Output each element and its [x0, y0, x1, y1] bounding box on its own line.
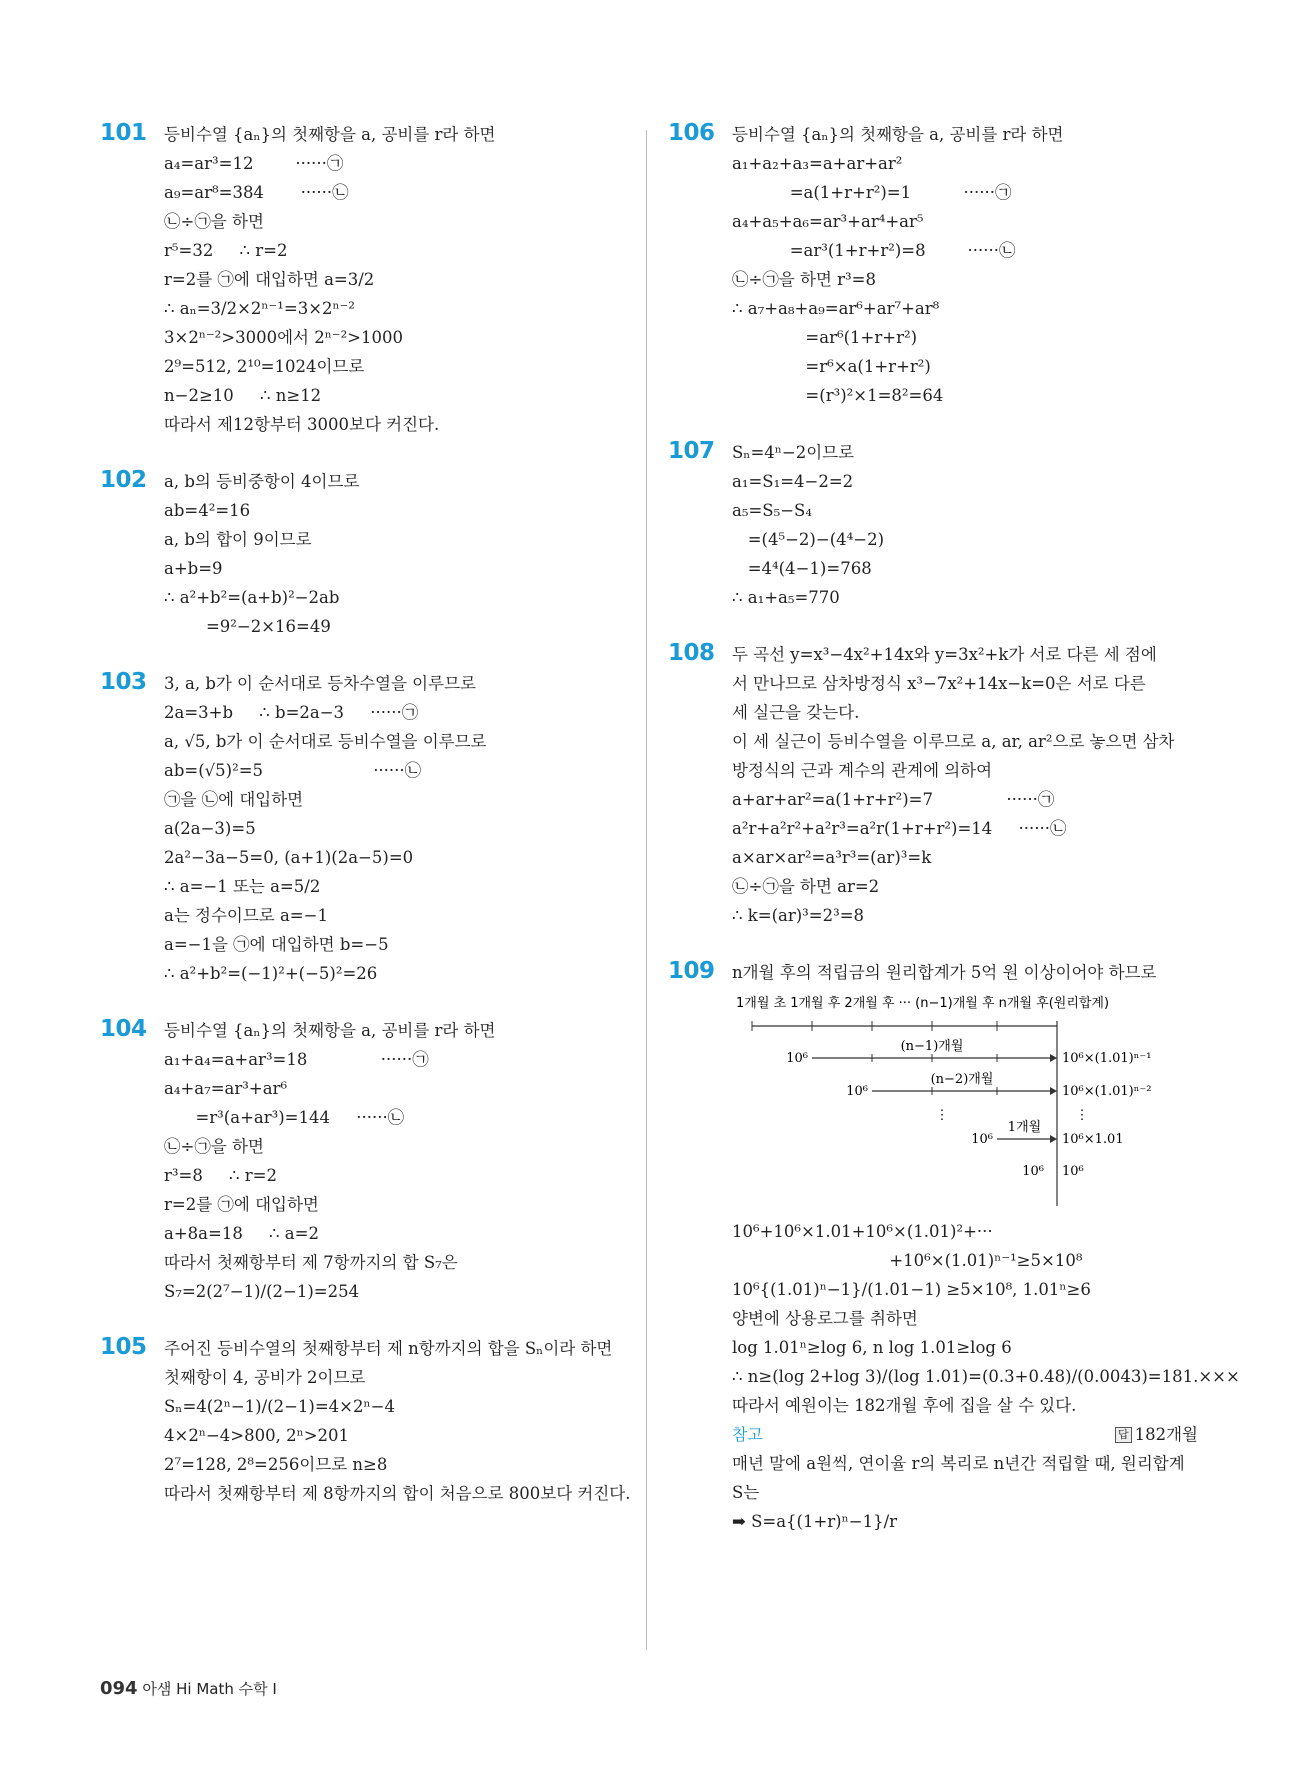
- solution-line: ∴ a=−1 또는 a=5/2: [164, 877, 321, 896]
- solution-line: a²r+a²r²+a²r³=a²r(1+r+r²)=14 ······㉡: [732, 819, 1067, 838]
- solution-line: ㉡÷㉠을 하면 r³=8: [732, 270, 876, 289]
- timeline-label: 10⁶: [786, 1051, 808, 1066]
- solution-line: a는 정수이므로 a=−1: [164, 906, 328, 925]
- solution-line: =(4⁵−2)−(4⁴−2): [732, 530, 885, 549]
- solution-line: 따라서 첫째항부터 제 7항까지의 합 S₇은: [164, 1253, 458, 1272]
- solution-line: 세 실근을 갖는다.: [732, 703, 860, 722]
- solution-line: ∴ a₇+a₈+a₉=ar⁶+ar⁷+ar⁸: [732, 299, 940, 318]
- problem-104: [100, 1016, 625, 1306]
- timeline-label: ⋮: [1075, 1108, 1089, 1123]
- problem-103: [100, 669, 625, 988]
- timeline-label: 10⁶: [1062, 1164, 1084, 1179]
- solution-line: 3×2ⁿ⁻²>3000에서 2ⁿ⁻²>1000: [164, 328, 403, 347]
- problem-number: 102: [100, 467, 147, 493]
- solution-line: S₇=2(2⁷−1)/(2−1)=254: [164, 1282, 360, 1301]
- solution-line: a, b의 합이 9이므로: [164, 530, 312, 549]
- solution-line: 3, a, b가 이 순서대로 등차수열을 이루므로: [164, 674, 476, 693]
- timeline-header: 1개월 초 1개월 후 2개월 후 ··· (n−1)개월 후 n개월 후(원리합계): [736, 996, 1110, 1011]
- problem-number: 107: [668, 438, 715, 464]
- solution-line: a₁+a₂+a₃=a+ar+ar²: [732, 154, 903, 173]
- timeline-svg: [732, 991, 1162, 1211]
- problem-number: 108: [668, 640, 715, 666]
- solution-line: ab=4²=16: [164, 501, 251, 520]
- solution-line: S는: [732, 1483, 760, 1502]
- solution-line: =ar⁶(1+r+r²): [732, 328, 918, 347]
- solution-line: a(2a−3)=5: [164, 819, 256, 838]
- problem-number: 103: [100, 669, 147, 695]
- timeline-label: 10⁶×(1.01)ⁿ⁻¹: [1062, 1051, 1152, 1066]
- problem-number: 106: [668, 120, 715, 146]
- timeline-label: (n−2)개월: [930, 1072, 994, 1087]
- solution-line: r⁵=32 ∴ r=2: [164, 241, 288, 260]
- solution-line: =4⁴(4−1)=768: [732, 559, 872, 578]
- solution-line: a₄+a₇=ar³+ar⁶: [164, 1079, 288, 1098]
- solution-line: =r³(a+ar³)=144 ······㉡: [164, 1108, 405, 1127]
- solution-line: a, b의 등비중항이 4이므로: [164, 472, 360, 491]
- solution-line: 등비수열 {aₙ}의 첫째항을 a, 공비를 r라 하면: [164, 1021, 496, 1040]
- timeline-label: 10⁶: [846, 1084, 868, 1099]
- note-title: 참고: [732, 1425, 763, 1444]
- solution-line: a₁=S₁=4−2=2: [732, 472, 854, 491]
- arrow-head: [1050, 1054, 1057, 1062]
- solution-line: 따라서 제12항부터 3000보다 커진다.: [164, 415, 440, 434]
- solution-line: 첫째항이 4, 공비가 2이므로: [164, 1368, 366, 1387]
- problem-109: [668, 958, 1240, 1536]
- solution-line: a+ar+ar²=a(1+r+r²)=7 ······㉠: [732, 790, 1055, 809]
- solution-line: ㉡÷㉠을 하면: [164, 212, 264, 231]
- solution-line: ➡ S=a{(1+r)ⁿ−1}/r: [732, 1512, 898, 1531]
- solution-line: ∴ k=(ar)³=2³=8: [732, 906, 865, 925]
- problem-number: 109: [668, 958, 715, 984]
- solution-line: a×ar×ar²=a³r³=(ar)³=k: [732, 848, 932, 867]
- solution-line: =9²−2×16=49: [164, 617, 331, 636]
- solution-line: 이 세 실근이 등비수열을 이루므로 a, ar, ar²으로 놓으면 삼차: [732, 732, 1175, 751]
- timeline-label: (n−1)개월: [900, 1039, 964, 1054]
- solution-line: ㉠을 ㉡에 대입하면: [164, 790, 304, 809]
- problem-108: [668, 640, 1198, 930]
- timeline-diagram: [732, 991, 1198, 1211]
- solution-line: r³=8 ∴ r=2: [164, 1166, 278, 1185]
- solution-line: a₉=ar⁸=384 ······㉡: [164, 183, 349, 202]
- solution-line: ∴ n≥(log 2+log 3)/(log 1.01)=(0.3+0.48)/(0.0043)=181.×××: [732, 1367, 1240, 1386]
- problem-106: [668, 120, 1198, 410]
- solution-line: 주어진 등비수열의 첫째항부터 제 n항까지의 합을 Sₙ이라 하면: [164, 1339, 613, 1358]
- solution-line: 10⁶{(1.01)ⁿ−1}/(1.01−1) ≥5×10⁸, 1.01ⁿ≥6: [732, 1280, 1091, 1299]
- solution-line: 2a=3+b ∴ b=2a−3 ······㉠: [164, 703, 419, 722]
- solution-line: a₁+a₄=a+ar³=18 ······㉠: [164, 1050, 429, 1069]
- solution-line: 따라서 첫째항부터 제 8항까지의 합이 처음으로 800보다 커진다.: [164, 1484, 631, 1503]
- solution-line: 양변에 상용로그를 취하면: [732, 1309, 918, 1328]
- solution-line: a+8a=18 ∴ a=2: [164, 1224, 319, 1243]
- solution-line: 따라서 예원이는 182개월 후에 집을 살 수 있다.: [732, 1396, 1077, 1415]
- solution-line: r=2를 ㉠에 대입하면: [164, 1195, 319, 1214]
- book-title: 아샘 Hi Math 수학 Ⅰ: [142, 1680, 277, 1698]
- page-number: 094: [100, 1678, 138, 1699]
- problem-number: 105: [100, 1334, 147, 1360]
- solution-line: ㉡÷㉠을 하면 ar=2: [732, 877, 880, 896]
- solution-line: a₄=ar³=12 ······㉠: [164, 154, 344, 173]
- solution-line: a₄+a₅+a₆=ar³+ar⁴+ar⁵: [732, 212, 924, 231]
- solution-line: a, √5, b가 이 순서대로 등비수열을 이루므로: [164, 732, 487, 751]
- solution-line: 등비수열 {aₙ}의 첫째항을 a, 공비를 r라 하면: [732, 125, 1064, 144]
- problem-number: 101: [100, 120, 147, 146]
- timeline-label: 10⁶×(1.01)ⁿ⁻²: [1062, 1084, 1152, 1099]
- solution-line: n−2≥10 ∴ n≥12: [164, 386, 322, 405]
- solution-line: ∴ a₁+a₅=770: [732, 588, 840, 607]
- timeline-label: 10⁶×1.01: [1062, 1132, 1124, 1147]
- solution-line: 등비수열 {aₙ}의 첫째항을 a, 공비를 r라 하면: [164, 125, 496, 144]
- solution-line: n개월 후의 적립금의 원리합계가 5억 원 이상이어야 하므로: [732, 963, 1157, 982]
- solution-line: Sₙ=4ⁿ−2이므로: [732, 443, 855, 462]
- problem-102: [100, 467, 625, 641]
- solution-line: 서 만나므로 삼차방정식 x³−7x²+14x−k=0은 서로 다른: [732, 674, 1146, 693]
- problem-105: [100, 1334, 631, 1508]
- solution-line: 2⁹=512, 2¹⁰=1024이므로: [164, 357, 365, 376]
- solution-line: 2⁷=128, 2⁸=256이므로 n≥8: [164, 1455, 388, 1474]
- solution-line: ∴ a²+b²=(a+b)²−2ab: [164, 588, 340, 607]
- solution-line: log 1.01ⁿ≥log 6, n log 1.01≥log 6: [732, 1338, 1012, 1357]
- solution-line: =r⁶×a(1+r+r²): [732, 357, 931, 376]
- solution-line: 2a²−3a−5=0, (a+1)(2a−5)=0: [164, 848, 414, 867]
- solution-line: r=2를 ㉠에 대입하면 a=3/2: [164, 270, 375, 289]
- left-column: [100, 120, 631, 1536]
- answer-value: 182개월: [1134, 1425, 1198, 1444]
- answer-icon: 답: [1115, 1427, 1132, 1443]
- solution-line: ∴ a²+b²=(−1)²+(−5)²=26: [164, 964, 378, 983]
- right-column: [668, 120, 1240, 1564]
- solution-line: +10⁶×(1.01)ⁿ⁻¹≥5×10⁸: [732, 1251, 1083, 1270]
- problem-101: [100, 120, 625, 439]
- solution-line: a+b=9: [164, 559, 223, 578]
- column-divider: [646, 130, 647, 1650]
- solution-line: ㉡÷㉠을 하면: [164, 1137, 264, 1156]
- solution-line: Sₙ=4(2ⁿ−1)/(2−1)=4×2ⁿ−4: [164, 1397, 395, 1416]
- arrow-head: [1050, 1135, 1057, 1143]
- solution-line: 4×2ⁿ−4>800, 2ⁿ>201: [164, 1426, 350, 1445]
- solution-line: =(r³)²×1=8²=64: [732, 386, 944, 405]
- answer-mark: [1115, 1420, 1198, 1449]
- solution-line: 두 곡선 y=x³−4x²+14x와 y=3x²+k가 서로 다른 세 점에: [732, 645, 1157, 664]
- timeline-label: ⋮: [935, 1108, 949, 1123]
- solution-line: a=−1을 ㉠에 대입하면 b=−5: [164, 935, 389, 954]
- problem-107: [668, 438, 1198, 612]
- timeline-label: 1개월: [1007, 1120, 1042, 1135]
- solution-line: a₅=S₅−S₄: [732, 501, 812, 520]
- solution-line: =ar³(1+r+r²)=8 ······㉡: [732, 241, 1016, 260]
- solution-line: 10⁶+10⁶×1.01+10⁶×(1.01)²+···: [732, 1222, 993, 1241]
- timeline-label: 10⁶: [971, 1132, 993, 1147]
- arrow-head: [1050, 1087, 1057, 1095]
- solution-line: ab=(√5)²=5 ······㉡: [164, 761, 422, 780]
- solution-line: ∴ aₙ=3/2×2ⁿ⁻¹=3×2ⁿ⁻²: [164, 299, 355, 318]
- problem-number: 104: [100, 1016, 147, 1042]
- timeline-label: 10⁶: [1022, 1164, 1044, 1179]
- solution-line: =a(1+r+r²)=1 ······㉠: [732, 183, 1012, 202]
- solution-line: 매년 말에 a원씩, 연이율 r의 복리로 n년간 적립할 때, 원리합계: [732, 1454, 1185, 1473]
- solution-line: 방정식의 근과 계수의 관계에 의하여: [732, 761, 993, 780]
- page-footer: [100, 1678, 277, 1699]
